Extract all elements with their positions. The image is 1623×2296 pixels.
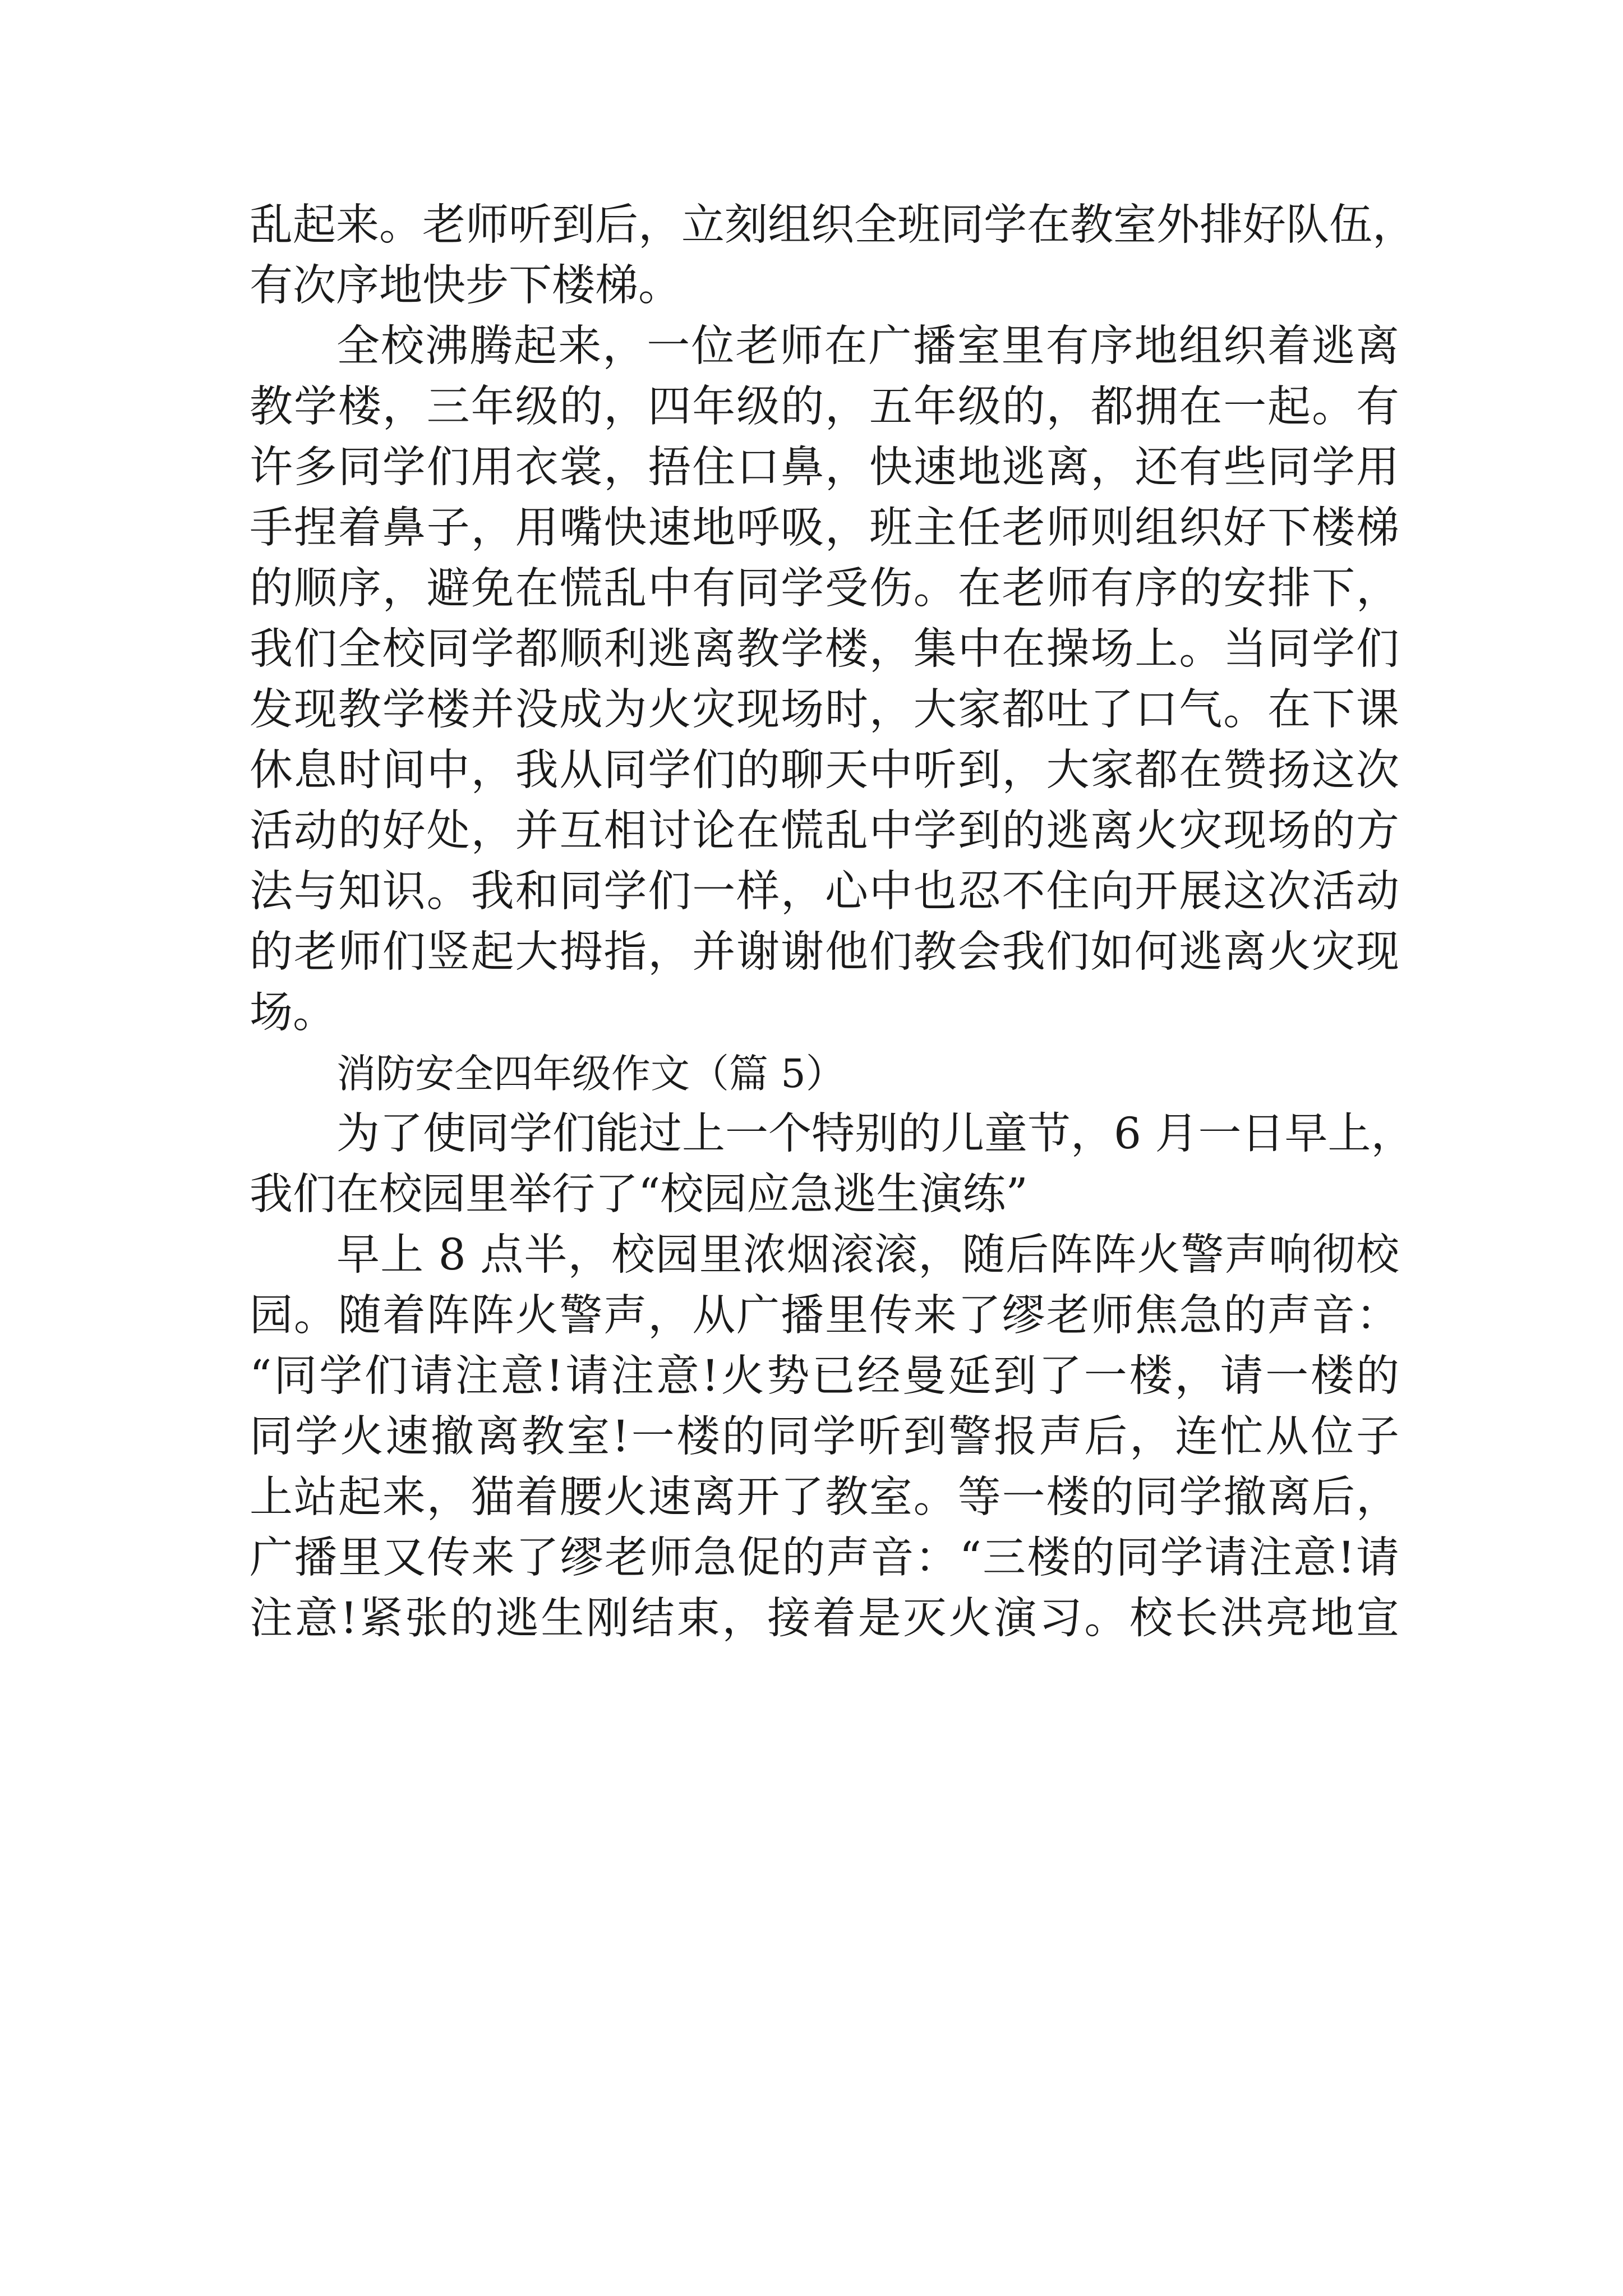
document-body bbox=[250, 195, 1415, 1649]
text-line: 全校沸腾起来，一位老师在广播室里有序地组织着逃离 bbox=[336, 321, 1399, 371]
text-line: “同学们请注意!请注意!火势已经曼延到了一楼，请一楼的 bbox=[250, 1351, 1399, 1401]
text-line: 早上 8 点半，校园里浓烟滚滚，随后阵阵火警声响彻校 bbox=[336, 1230, 1399, 1280]
section-heading: 消防安全四年级作文（篇 5） bbox=[336, 1051, 845, 1097]
text-line: 我们在校园里举行了“校园应急逃生演练” bbox=[250, 1170, 1028, 1220]
text-line: 的顺序，避免在慌乱中有同学受伤。在老师有序的安排下， bbox=[250, 564, 1399, 614]
text-line: 同学火速撤离教室!一楼的同学听到警报声后，连忙从位子 bbox=[250, 1412, 1399, 1462]
text-line: 休息时间中，我从同学们的聊天中听到，大家都在赞扬这次 bbox=[250, 746, 1399, 795]
text-line: 活动的好处，并互相讨论在慌乱中学到的逃离火灾现场的方 bbox=[250, 806, 1399, 856]
text-line: 我们全校同学都顺利逃离教学楼，集中在操场上。当同学们 bbox=[250, 624, 1399, 674]
text-line: 场。 bbox=[250, 988, 336, 1038]
text-line: 的老师们竖起大拇指，并谢谢他们教会我们如何逃离火灾现 bbox=[250, 927, 1399, 977]
text-line: 注意!紧张的逃生刚结束，接着是灭火演习。校长洪亮地宣 bbox=[250, 1594, 1399, 1644]
text-line: 广播里又传来了缪老师急促的声音：“三楼的同学请注意!请 bbox=[250, 1533, 1399, 1583]
text-line: 许多同学们用衣裳，捂住口鼻，快速地逃离，还有些同学用 bbox=[250, 443, 1399, 493]
text-line: 手捏着鼻子，用嘴快速地呼吸，班主任老师则组织好下楼梯 bbox=[250, 503, 1399, 553]
text-line: 法与知识。我和同学们一样，心中也忍不住向开展这次活动 bbox=[250, 867, 1399, 917]
text-line: 为了使同学们能过上一个特别的儿童节，6 月一日早上， bbox=[336, 1109, 1414, 1159]
text-line: 教学楼，三年级的，四年级的，五年级的，都拥在一起。有 bbox=[250, 382, 1399, 432]
text-line: 发现教学楼并没成为火灾现场时，大家都吐了口气。在下课 bbox=[250, 685, 1399, 735]
text-line: 乱起来。老师听到后，立刻组织全班同学在教室外排好队伍， bbox=[250, 200, 1415, 250]
text-line: 上站起来，猫着腰火速离开了教室。等一楼的同学撤离后， bbox=[250, 1473, 1399, 1522]
text-line: 有次序地快步下楼梯。 bbox=[250, 261, 681, 311]
text-line: 园。随着阵阵火警声，从广播里传来了缪老师焦急的声音： bbox=[250, 1291, 1399, 1341]
